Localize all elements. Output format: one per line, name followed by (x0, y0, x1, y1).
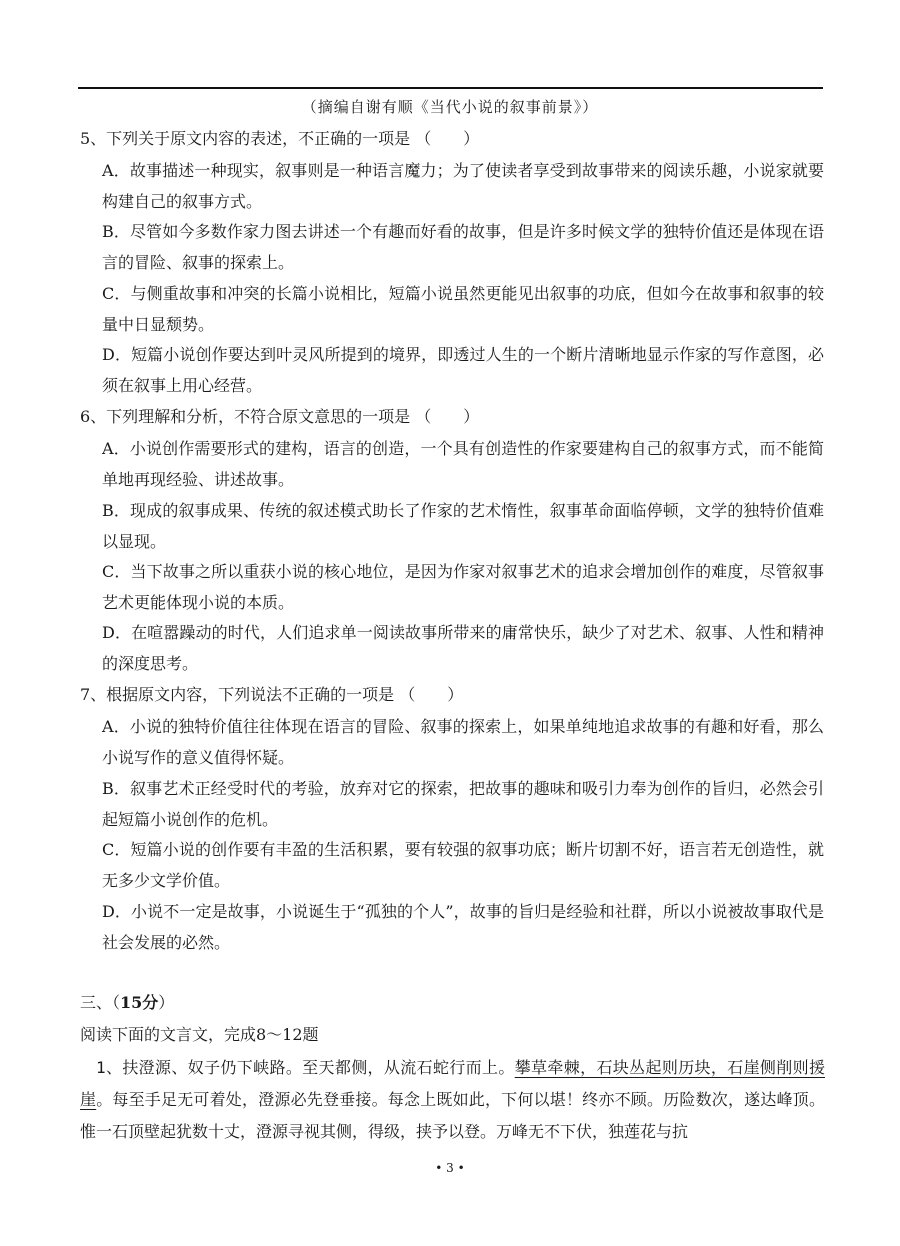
source-citation: （摘编自谢有顺《当代小说的叙事前景》） (301, 98, 599, 116)
question-5-option-a: A．故事描述一种现实，叙事则是一种语言魔力；为了使读者享受到故事带来的阅读乐趣，小说家就要构建自己的叙事方式。 (102, 161, 824, 211)
question-5-option-d: D．短篇小说创作要达到叶灵风所提到的境界，即透过人生的一个断片清晰地显示作家的写作意图，必须在叙事上用心经营。 (102, 345, 824, 395)
question-5-option-c: C．与侧重故事和冲突的长篇小说相比，短篇小说虽然更能见出叙事的功底，但如今在故事和叙事的较量中日显颓势。 (102, 284, 824, 334)
section-3-title (80, 992, 174, 1014)
question-6-option-b: B．现成的叙事成果、传统的叙述模式助长了作家的艺术惰性，叙事革命面临停顿，文学的独特价值难以显现。 (102, 501, 824, 551)
question-5-title: 5、下列关于原文内容的表述，不正确的一项是 （ ） (80, 129, 480, 148)
section-3-title-suffix: ） (158, 993, 175, 1012)
question-6-option-d: D．在喧嚣躁动的时代，人们追求单一阅读故事所带来的庸常快乐，缺少了对艺术、叙事、人性和精神的深度思考。 (102, 623, 824, 673)
question-6-option-a: A．小说创作需要形式的建构，语言的创造，一个具有创造性的作家要建构自己的叙事方式，而不能简单地再现经验、讲述故事。 (102, 439, 824, 489)
question-5-option-b: B．尽管如今多数作家力图去讲述一个有趣而好看的故事，但是许多时候文学的独特价值还是体现在语言的冒险、叙事的探索上。 (102, 222, 824, 272)
classical-passage (80, 1052, 825, 1148)
question-7-title: 7、根据原文内容，下列说法不正确的一项是 （ ） (80, 685, 464, 704)
question-6-option-c: C．当下故事之所以重获小说的核心地位，是因为作家对叙事艺术的追求会增加创作的难度，尽管叙事艺术更能体现小说的本质。 (102, 562, 824, 612)
question-7-option-b: B．叙事艺术正经受时代的考验，放弃对它的探索，把故事的趣味和吸引力奉为创作的旨归，必然会引起短篇小说创作的危机。 (102, 779, 824, 829)
passage-underlined: 攀草牵棘，石块丛起则历块，石崖侧削则援崖 (80, 1058, 825, 1109)
question-7-option-a: A．小说的独特价值往往体现在语言的冒险、叙事的探索上，如果单纯地追求故事的有趣和好看，那么小说写作的意义值得怀疑。 (102, 717, 824, 767)
section-3-score: 15分 (120, 993, 159, 1012)
question-6-title: 6、下列理解和分析，不符合原文意思的一项是 （ ） (80, 407, 480, 426)
page-number: • 3 • (435, 1161, 465, 1175)
question-7-option-c: C．短篇小说的创作要有丰盈的生活积累，要有较强的叙事功底；断片切割不好，语言若无创造性，就无多少文学价值。 (102, 840, 824, 890)
passage-part-1: 1、扶澄源、奴子仍下峡路。至天都侧，从流石蛇行而上。 (96, 1058, 515, 1077)
section-3-instruction: 阅读下面的文言文，完成8～12题 (80, 1025, 319, 1044)
question-7-option-d: D．小说不一定是故事，小说诞生于“孤独的个人”，故事的旨归是经验和社群，所以小说被故事取代是社会发展的必然。 (102, 902, 824, 952)
top-rule (78, 87, 823, 89)
passage-part-2: 。每至手足无可着处，澄源必先登垂接。每念上既如此，下何以堪！终亦不顾。历险数次，遂达峰顶。惟一石顶壁起犹数十丈，澄源寻视其侧，得级，挟予以登。万峰无不下伏，独莲花与抗 (80, 1090, 825, 1141)
section-3-title-prefix: 三、（ (80, 993, 121, 1012)
